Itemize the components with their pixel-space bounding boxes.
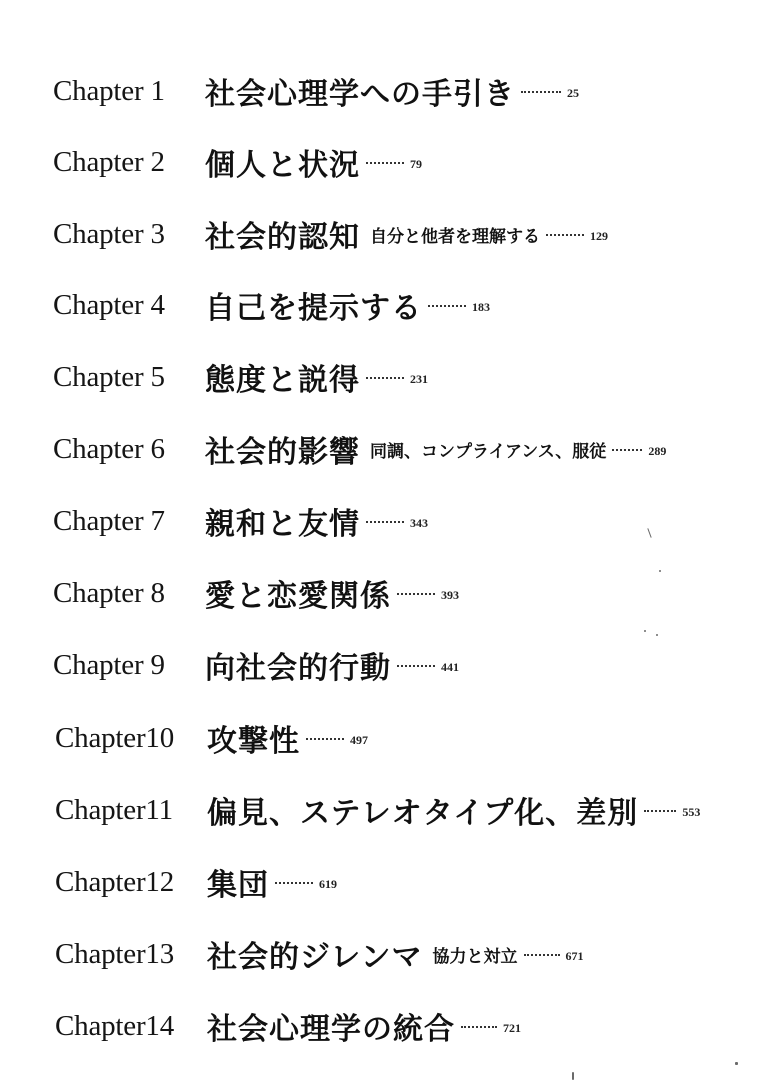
page-number: 441 [441,659,459,674]
chapter-number: Chapter 2 [53,145,165,178]
scan-speck [572,1072,574,1080]
dot-leader [461,1026,497,1028]
page-number: 231 [410,371,428,386]
chapter-title: 向社会的行動 [205,651,391,686]
chapter-title: 偏見、ステレオタイプ化、差別 [207,796,639,831]
toc-entry[interactable] [53,640,459,690]
toc-entry[interactable] [55,713,368,763]
chapter-title: 親和と友情 [205,507,360,542]
chapter-number: Chapter 5 [53,360,165,393]
page-number: 343 [410,515,428,530]
page-number: 79 [410,156,422,171]
chapter-title: 個人と状況 [205,148,360,183]
dot-leader [612,449,642,451]
chapter-number: Chapter 6 [53,432,165,465]
chapter-title: 社会的ジレンマ [207,940,423,975]
page-number: 129 [590,228,608,243]
chapter-number: Chapter12 [55,865,175,898]
chapter-number: Chapter 4 [53,288,165,321]
chapter-number: Chapter 1 [53,74,165,107]
scan-speck [644,630,646,632]
toc-entry[interactable] [53,496,428,546]
page-number: 183 [472,299,490,314]
toc-entry[interactable] [55,857,337,907]
dot-leader [275,882,313,884]
scan-speck [659,570,661,572]
page-number: 393 [441,587,459,602]
dot-leader [366,377,404,379]
chapter-title: 態度と説得 [205,363,360,398]
toc-entry[interactable] [53,424,666,474]
chapter-title: 社会的認知 [205,220,360,255]
toc-entry[interactable] [55,1001,521,1051]
toc-entry[interactable] [53,280,490,330]
chapter-title: 自己を提示する [205,291,422,326]
page-number: 619 [319,876,337,891]
chapter-title: 社会心理学への手引き [205,77,515,112]
chapter-number: Chapter13 [55,937,175,970]
chapter-subtitle: 自分と他者を理解する [370,226,540,247]
toc-entry[interactable] [53,66,579,116]
toc-entry[interactable] [53,352,428,402]
dot-leader [397,665,435,667]
chapter-title: 集団 [207,868,269,903]
toc-entry[interactable] [53,568,459,618]
dot-leader [366,521,404,523]
scan-speck [735,1062,738,1065]
dot-leader [524,954,560,956]
scan-speck [656,634,658,636]
scan-speck [647,528,651,538]
chapter-title: 社会的影響 [205,435,360,470]
toc-entry[interactable] [55,929,584,979]
toc-entry[interactable] [53,137,422,187]
chapter-title: 愛と恋愛関係 [205,579,391,614]
chapter-subtitle: 協力と対立 [432,946,518,967]
chapter-number: Chapter 9 [53,648,165,681]
chapter-title: 攻撃性 [207,724,300,759]
dot-leader [397,593,435,595]
page-number: 497 [350,732,368,747]
dot-leader [366,162,404,164]
chapter-number: Chapter 8 [53,576,165,609]
dot-leader [306,738,344,740]
chapter-number: Chapter 3 [53,217,165,250]
toc-entry[interactable] [55,785,700,835]
dot-leader [521,91,561,93]
chapter-number: Chapter 7 [53,504,165,537]
chapter-subtitle: 同調、コンプライアンス、服従 [370,441,607,462]
toc-entry[interactable] [53,209,608,259]
dot-leader [644,810,676,812]
chapter-number: Chapter11 [55,793,173,826]
chapter-number: Chapter14 [55,1009,175,1042]
page-number: 721 [503,1020,521,1035]
chapter-number: Chapter10 [55,721,175,754]
dot-leader [546,234,584,236]
page-number: 671 [565,948,584,963]
page-number: 553 [682,804,701,819]
page-number: 25 [567,85,579,100]
chapter-title: 社会心理学の統合 [207,1012,455,1047]
page-number: 289 [648,443,667,458]
dot-leader [428,305,466,307]
